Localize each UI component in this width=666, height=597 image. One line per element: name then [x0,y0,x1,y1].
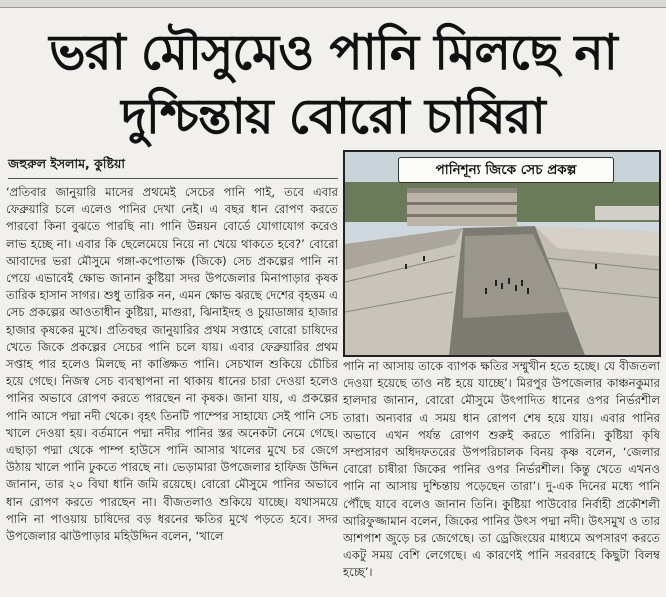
photo-caption: পানিশূন্য জিকে সেচ প্রকল্প [398,157,614,183]
body-column-left [6,184,338,597]
byline-divider [8,178,338,179]
body-text-left: ‘প্রতিবার জানুয়ারি মাসের প্রথমেই সেচের পানি পাই, তবে এবার ফেব্রুয়ারি চলে এলেও পানির দেখা নেই। এ বছর ধান রোপণ করতে পারবো কিনা বুঝতে পারছি না। পানি উন্নয়ন বোর্ডে যোগাযোগ করেও লাভ হচ্ছে না। এবার কি ছেলেমেয়ে নিয়ে না খেয়ে থাকতে হবে?’ বোরো আবাদের ভরা মৌসুমে গঙ্গা-কপোতাক্ষ (জিকে) সেচ প্রকল্পের পানি না পেয়ে এভাবেই ক্ষোভ জানান কুষ্টিয়া সদর উপজেলার মিনাপাড়ার কৃষক তারিক হাসান সাগর। শুধু তারিক নন, এমন ক্ষোভ ঝরছে দেশের বৃহত্তম এ সেচ প্রকল্পের আওতাধীন কুষ্টিয়া, মাগুরা, ঝিনাইদহ ও চুয়াডাঙ্গার হাজার হাজার কৃষকের মুখে। প্রতিবছর জানুয়ারির প্রথম সপ্তাহে বোরো চাষিদের খেতে জিকে প্রকল্পের সেচের পানি চলে যায়। এবার ফেব্রুয়ারির প্রথম সপ্তাহ পার হলেও মিলছে না কাঙ্ক্ষিত পানি। সেচখাল শুকিয়ে চৌচির হয়ে গেছে। নিজস্ব সেচ ব্যবস্থাপনা না থাকায় ধানের চারা দেওয়া হলেও পানির অভাবে রোপণ করতে পারছেন না কৃষক। জানা যায়, এ প্রকল্পের পানি আসে পদ্মা নদী থেকে। বৃহৎ তিনটি পাম্পের সাহায্যে সেই পানি সেচ খালে দেওয়া হয়। বর্তমানে পদ্মা নদীর পানির স্তর অনেকটা নেমে গেছে। এছাড়া পদ্মা থেকে পাম্প হাউসে পানি আসার খালের মুখে চর জেগে উঠায় খালে পানি ঢুকতে পারছে না। ভেড়ামারা উপজেলার হাফিজ উদ্দিন জানান, তার ২০ বিঘা ধানি জমি রয়েছে। বোরো মৌসুমে পানির অভাবে ধান রোপণ করতে পারছেন না। বীজতলাও শুকিয়ে যাচ্ছে। যথাসময়ে পানি না পাওয়ায় চাষিদের বড় ধরনের ক্ষতির মুখে পড়তে হবে। সদর উপজেলার ঝাউপাড়ার মহিউদ্দিন বলেন, ‘খালে [6,185,338,544]
body-column-right [343,358,660,597]
headline-line-2: দুশ্চিন্তায় বোরো চাষিরা [121,88,545,145]
headline-line-1: ভরা মৌসুমেও পানি মিলছে না [49,24,617,81]
top-border-rule [0,0,666,8]
body-text-right: পানি না আসায় তাকে ব্যাপক ক্ষতির সম্মুখীন হতে হচ্ছে। যে বীজতলা দেওয়া হয়েছে তাও নষ্ট হয়ে যাচ্ছে’। মিরপুর উপজেলার কাঞ্চনকুমার হালদার জানান, বোরো মৌসুমে উৎপাদিত ধানের ওপর নির্ভরশীল তারা। অন্যবার এ সময় ধান রোপণ শেষ হয়ে যায়। এবার পানির অভাবে এখন পর্যন্ত রোপণ শুরুই করতে পারিনি। কুষ্টিয়া কৃষি সম্প্রসারণ অধিদফতরের উপপরিচালক বিনয় কৃষ্ণ বলেন, ‘জেলার বোরো চাষীরা জিকের পানির ওপর নির্ভরশীল। কিন্তু খেতে এখনও পানি না আসায় দুশ্চিন্তায় পড়েছেন তারা’। দু-এক দিনের মধ্যে পানি পৌঁছে যাবে বলেও জানান তিনি। কুষ্টিয়া পাউবোর নির্বাহী প্রকৌশলী আরিফুজ্জামান বলেন, জিকের পানির উৎস পদ্মা নদী। উৎসমুখ ও তার আশপাশ জুড়ে চর জেগেছে। তা ড্রেজিংয়ের মাধ্যমে অপসারণ করতে একটু সময় বেশি লেগেছে। এ কারণেই পানি সরবরাহে কিছুটা বিলম্ব হচ্ছে’। [343,359,660,580]
byline: জহুরুল ইসলাম, কুষ্টিয়া [8,156,125,171]
